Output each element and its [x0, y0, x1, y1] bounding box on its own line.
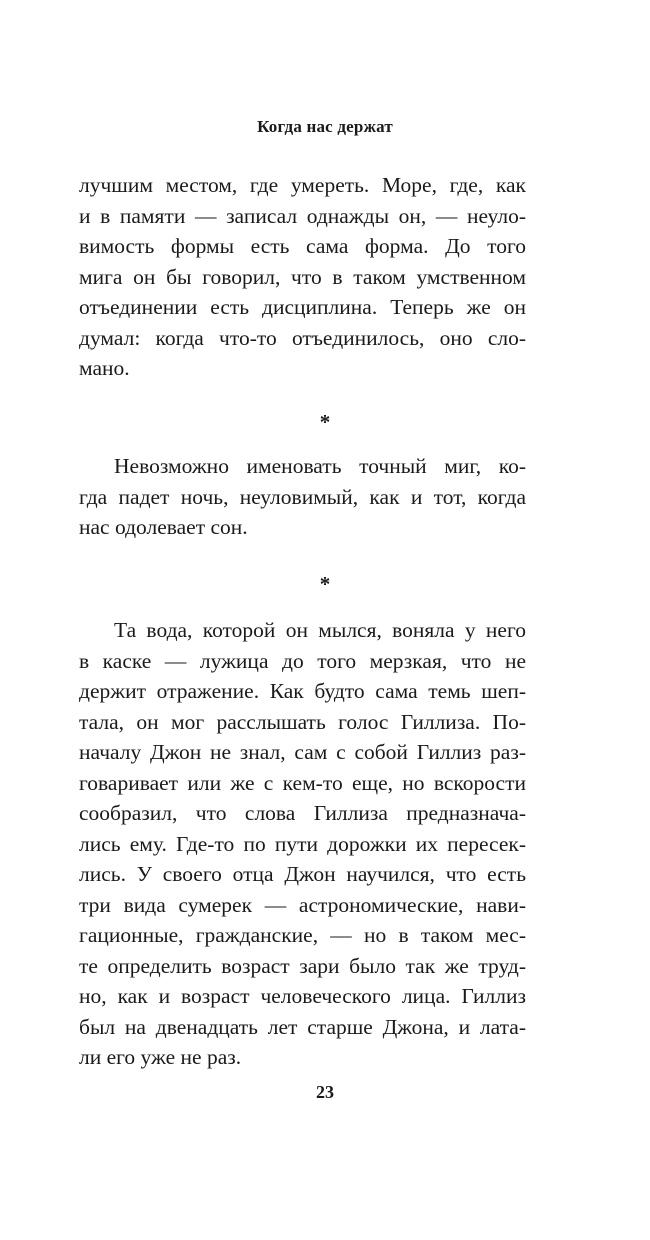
text-line: лись. У своего отца Джон научился, что есть: [79, 862, 526, 886]
page-number: 23: [316, 1082, 334, 1102]
text-line: говаривает или же с кем-то еще, но вскорости: [79, 770, 526, 795]
text-line: был на двенадцать лет старше Джона, и лата-: [79, 1014, 526, 1039]
section-separator: *: [319, 410, 331, 434]
text-line: отъединении есть дисциплина. Теперь же он: [79, 295, 526, 319]
text-line: три вида сумерек — астрономические, нави-: [79, 892, 526, 917]
section-separator: *: [319, 572, 331, 596]
text-line: вимость формы есть сама форма. До того: [79, 234, 526, 258]
text-line: тала, он мог расслышать голос Гиллиза. По-: [79, 709, 526, 734]
text-line: ли его уже не раз.: [79, 1045, 242, 1069]
text-line: в каске — лужица до того мерзкая, что не: [79, 648, 526, 673]
text-line: сообразил, что слова Гиллиза предназнача-: [79, 801, 526, 825]
text-line: нас одолевает сон.: [79, 515, 248, 539]
text-line: держит отражение. Как будто сама темь шеп-: [79, 679, 526, 703]
running-title: Когда нас держат: [257, 117, 393, 136]
paragraph-3: [79, 615, 526, 1073]
text-line: думал: когда что-то отъединилось, оно сло-: [79, 325, 526, 350]
text-line: началу Джон не знал, сам с собой Гиллиз раз-: [79, 740, 526, 764]
text-line: Та вода, которой он мылся, воняла у него: [114, 618, 526, 642]
paragraph-1: [79, 170, 526, 384]
text-line: Невозможно именовать точный миг, ко-: [114, 454, 526, 478]
text-line: лучшим местом, где умереть. Море, где, как: [79, 173, 526, 197]
text-line: и в памяти — записал однажды он, — неуло-: [79, 203, 526, 228]
text-line: гационные, гражданские, — но в таком мес-: [79, 923, 526, 947]
paragraph-2: [79, 451, 526, 543]
text-line: мига он бы говорил, что в таком умственном: [79, 264, 526, 289]
text-line: лись ему. Где-то по пути дорожки их пересек-: [79, 831, 526, 856]
text-line: те определить возраст зари было так же труд-: [79, 953, 526, 978]
text-line: мано.: [79, 356, 130, 380]
text-line: гда падет ночь, неуловимый, как и тот, когда: [79, 484, 526, 509]
text-line: но, как и возраст человеческого лица. Гиллиз: [79, 984, 526, 1008]
